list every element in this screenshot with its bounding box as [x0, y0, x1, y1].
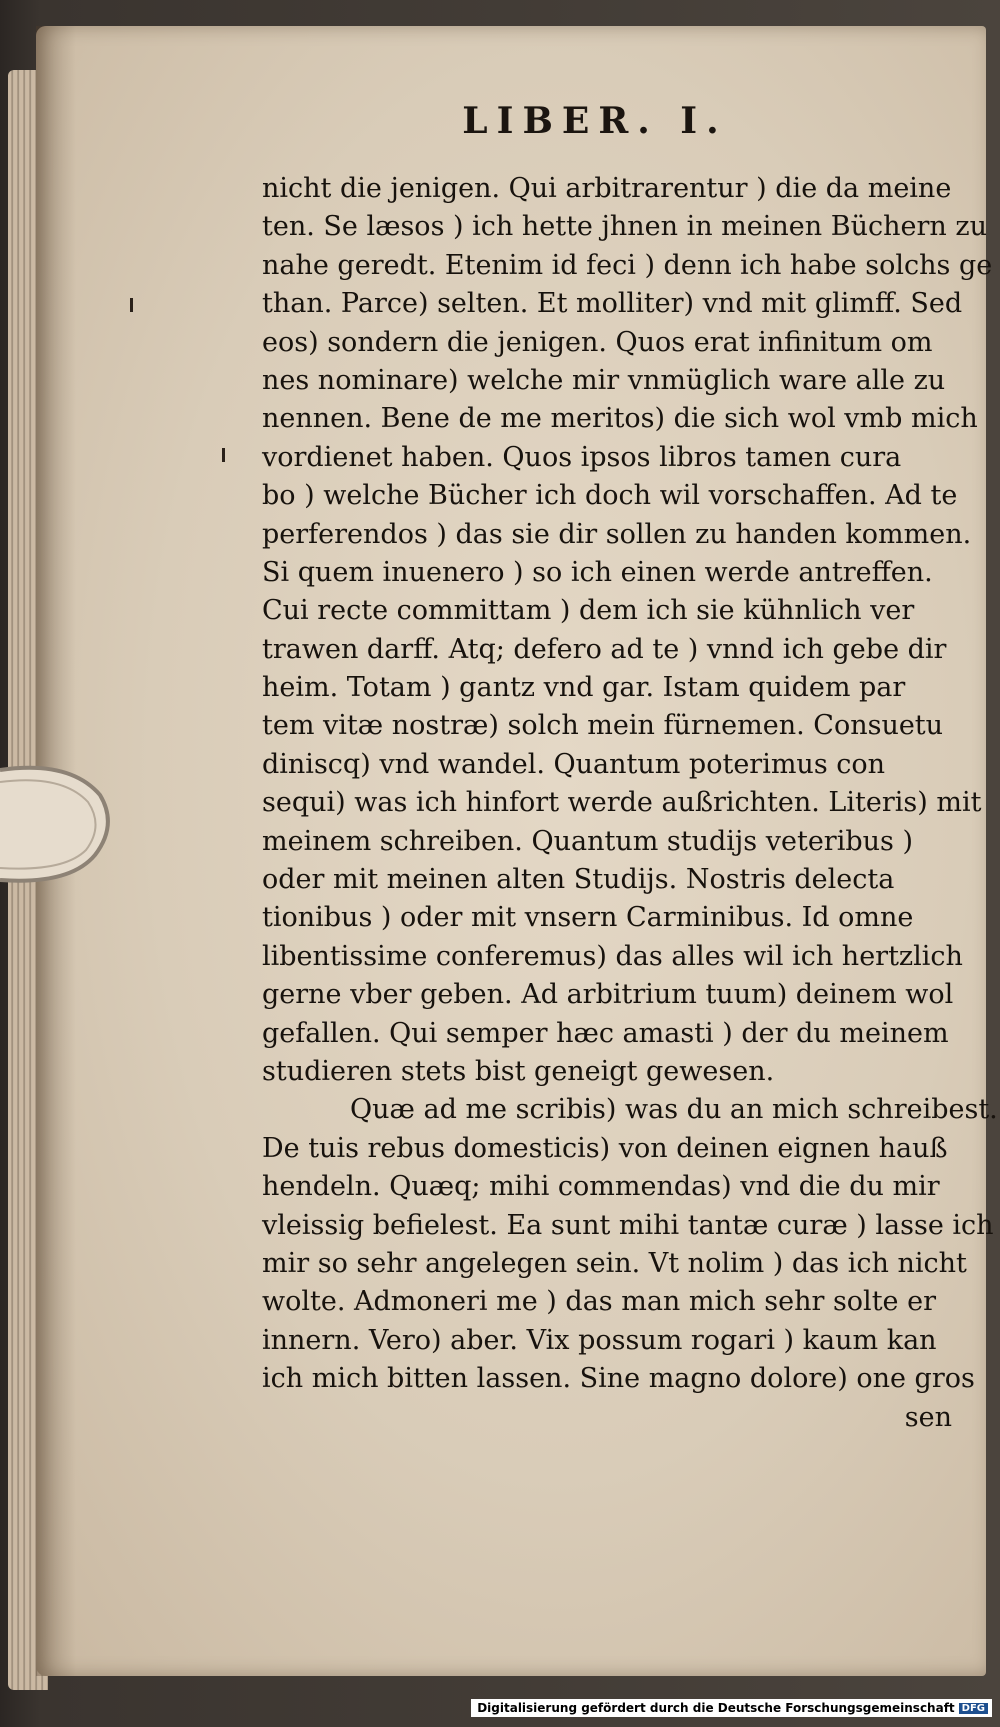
text-line: hendeln. Quæq; mihi commendas) vnd die du mir: [262, 1171, 940, 1203]
text-line: nes nominare) welche mir vnmüglich ware alle zu: [262, 364, 946, 396]
digitization-credit: [471, 1699, 992, 1717]
text-line: oder mit meinen alten Studijs. Nostris delecta: [262, 864, 895, 896]
running-head: LIBER. I.: [462, 100, 728, 142]
text-line: sequi) was ich hinfort werde außrichten. Literis) mit: [262, 787, 982, 819]
text-line: nennen. Bene de me meritos) die sich wol vmb mich: [262, 403, 978, 435]
text-line: Si quem inuenero ) so ich einen werde antreffen.: [262, 556, 933, 588]
text-line: nicht die jenigen. Qui arbitrarentur ) die da meine: [262, 173, 952, 204]
text-line: tionibus ) oder mit vnsern Carminibus. Id omne: [262, 902, 914, 934]
text-line: De tuis rebus domesticis) von deinen eignen hauß: [262, 1132, 948, 1164]
text-line: Cui recte committam ) dem ich sie kühnlich ver: [262, 595, 915, 627]
text-line: bo ) welche Bücher ich doch wil vorschaffen. Ad te: [262, 480, 958, 512]
text-line: libentissime conferemus) das alles wil ich hertzlich: [262, 940, 963, 972]
text-line: than. Parce) selten. Et molliter) vnd mit glimff. Sed: [262, 288, 963, 320]
text-line: gefallen. Qui semper hæc amasti ) der du meinem: [262, 1017, 949, 1049]
text-line: vordienet haben. Quos ipsos libros tamen cura: [262, 441, 902, 473]
dfg-logo: DFG: [959, 1703, 988, 1714]
text-line: mir so sehr angelegen sein. Vt nolim ) das ich nicht: [262, 1247, 967, 1279]
catchword: sen: [904, 1401, 952, 1433]
text-line: nahe geredt. Etenim id feci ) denn ich habe solchs ge: [262, 249, 993, 281]
text-line: eos) sondern die jenigen. Quos erat infinitum om: [262, 326, 933, 358]
main-text: [262, 170, 998, 1437]
text-line: wolte. Admoneri me ) das man mich sehr solte er: [262, 1286, 936, 1318]
text-line: meinem schreiben. Quantum studijs veteribus ): [262, 825, 913, 857]
text-line: heim. Totam ) gantz vnd gar. Istam quidem par: [262, 672, 906, 704]
text-line: tem vitæ nostræ) solch mein fürnemen. Consuetu: [262, 710, 944, 742]
text-line: perferendos ) das sie dir sollen zu handen kommen.: [262, 518, 972, 550]
credit-text: Digitalisierung gefördert durch die Deutsche Forschungsgemeinschaft: [477, 1701, 955, 1715]
text-line: ich mich bitten lassen. Sine magno dolore) one gros: [262, 1363, 975, 1395]
text-line: gerne vber geben. Ad arbitrium tuum) deinem wol: [262, 979, 954, 1011]
margin-mark: [222, 448, 225, 462]
text-line: vleissig befielest. Ea sunt mihi tantæ curæ ) lasse ich: [262, 1209, 994, 1241]
text-line: studieren stets bist geneigt gewesen.: [262, 1055, 775, 1087]
text-line: diniscq) vnd wandel. Quantum poterimus con: [262, 748, 886, 780]
text-line: Quæ ad me scribis) was du an mich schreibest.: [350, 1094, 998, 1126]
margin-mark: [130, 298, 133, 312]
text-line: innern. Vero) aber. Vix possum rogari ) kaum kan: [262, 1324, 937, 1356]
text-line: ten. Se læsos ) ich hette jhnen in meinen Büchern zu: [262, 211, 987, 243]
text-line: trawen darff. Atq; defero ad te ) vnnd ich gebe dir: [262, 633, 947, 665]
clip-holder: [0, 750, 120, 900]
